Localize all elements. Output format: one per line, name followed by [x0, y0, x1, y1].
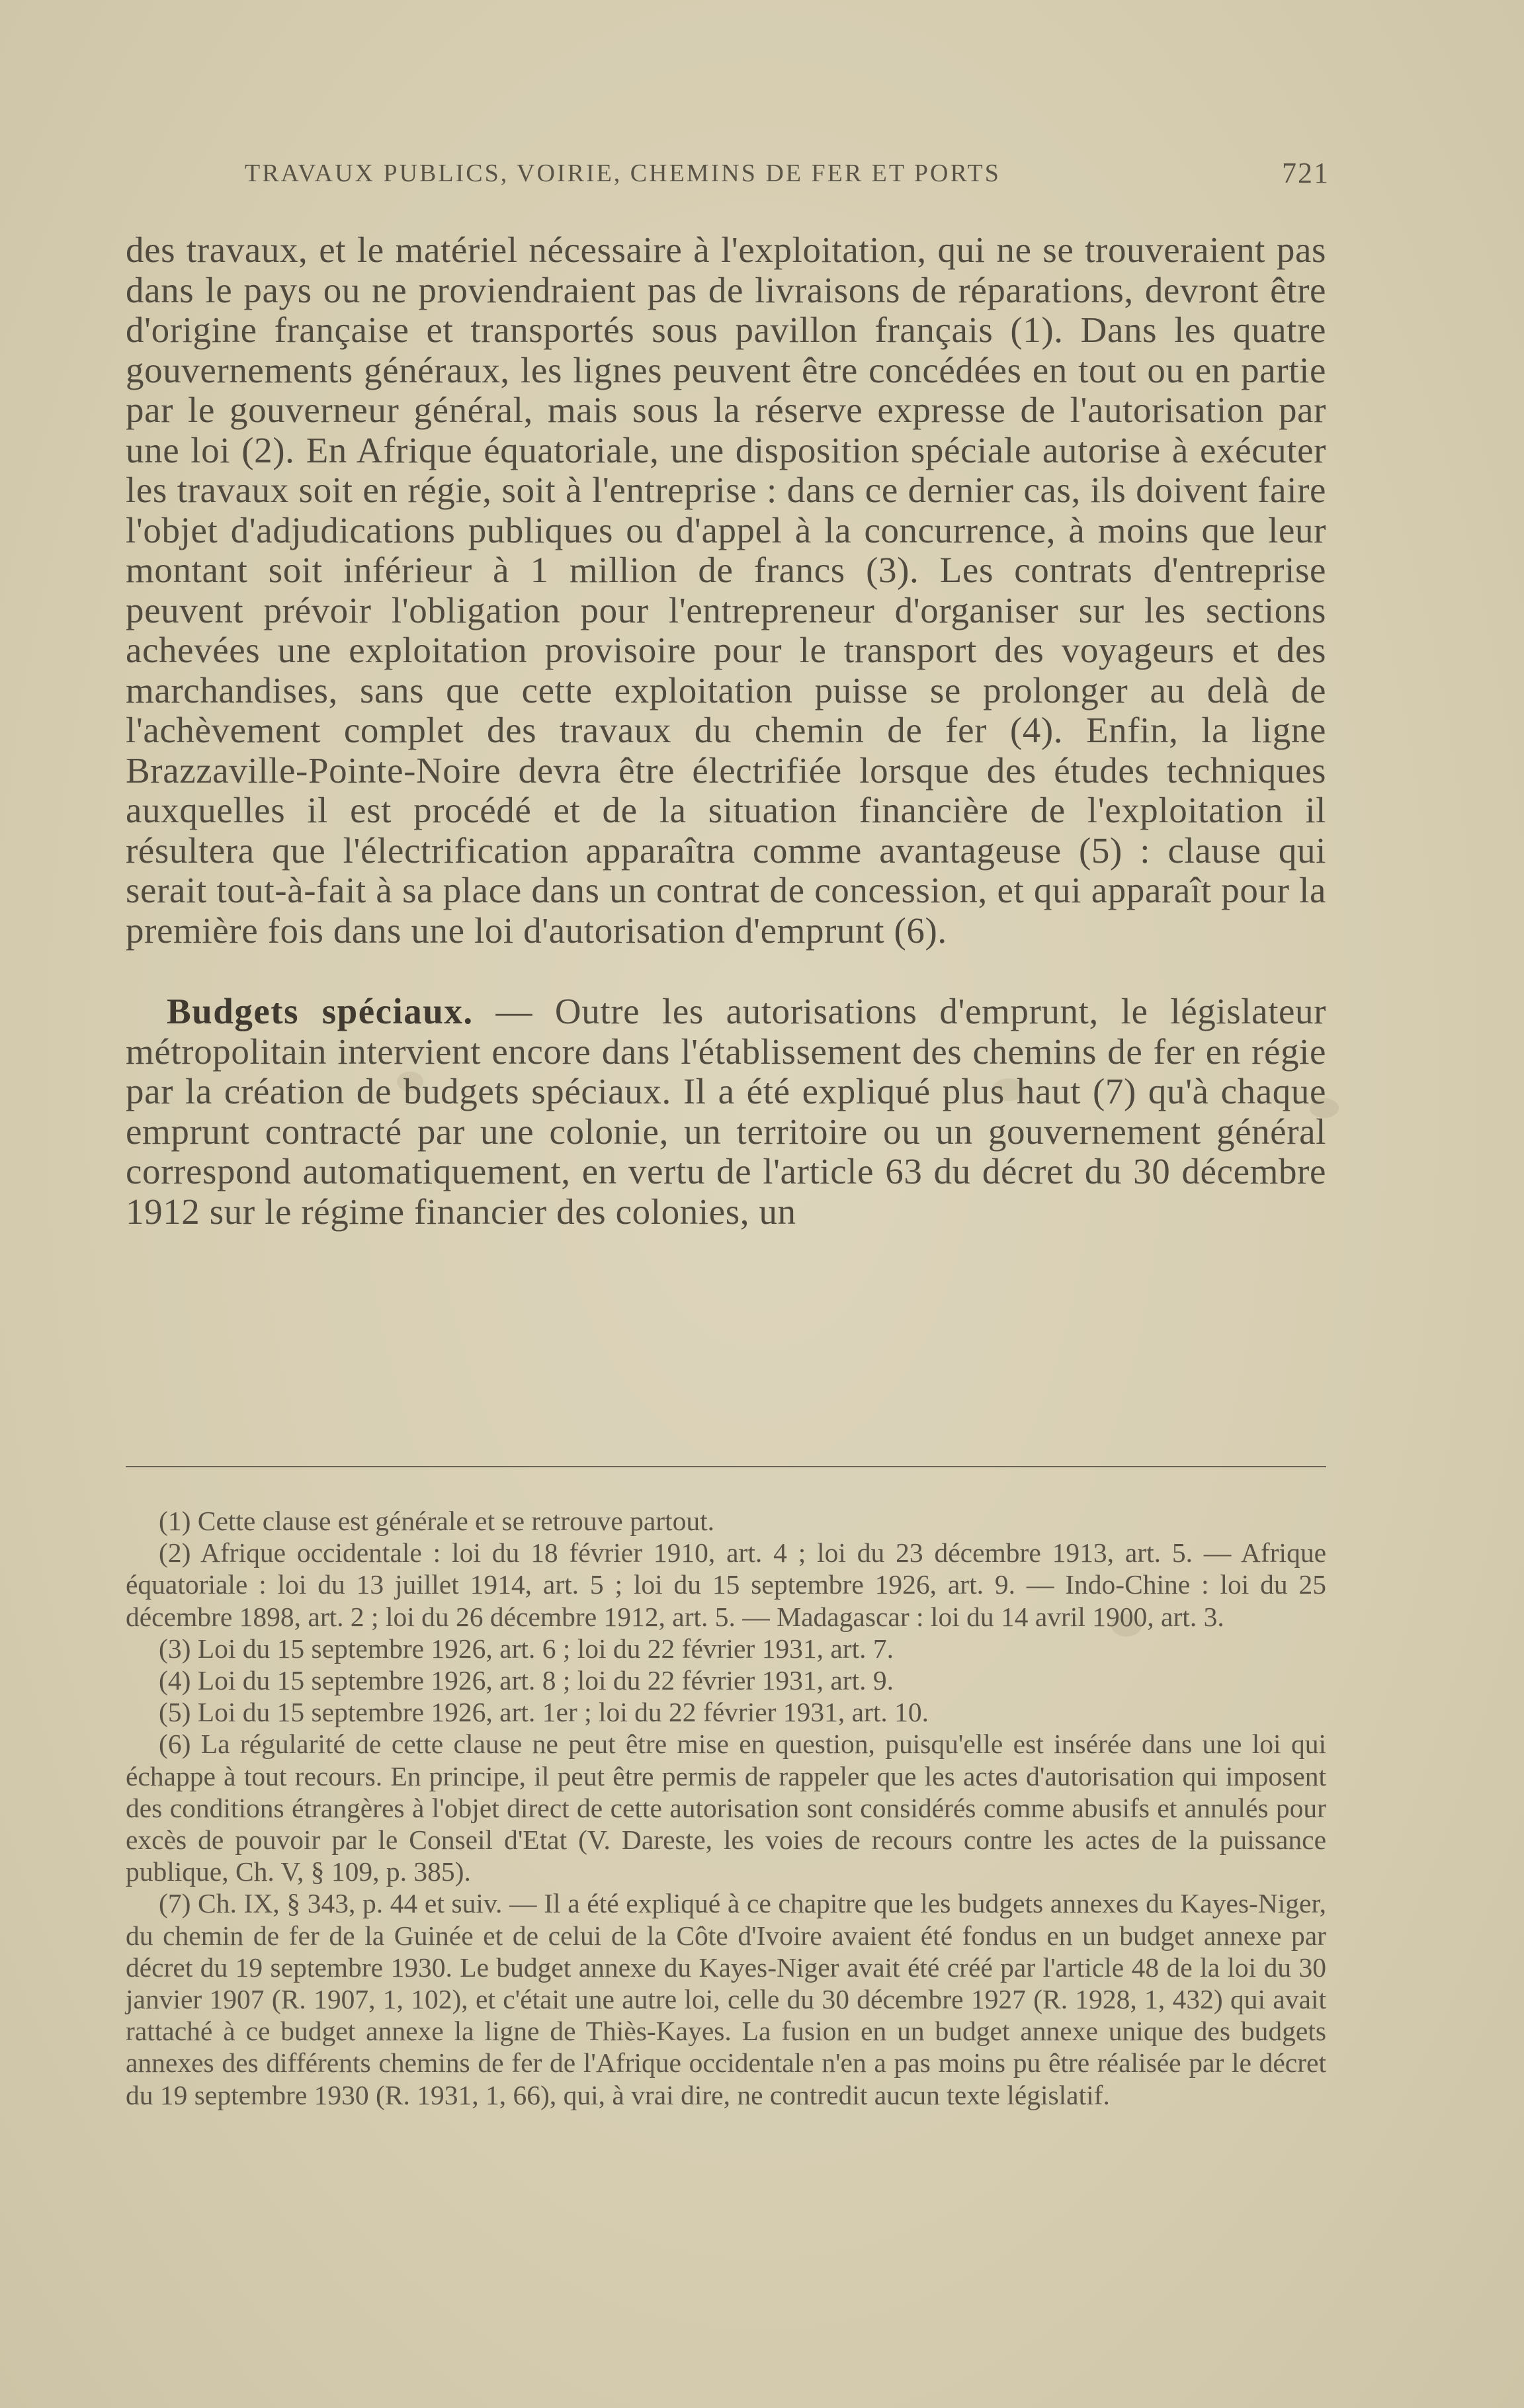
paragraph	[126, 992, 1326, 1232]
page-number: 721	[1282, 157, 1330, 189]
footnote-6: (6) La régularité de cette clause ne peut être mise en question, puisqu'elle est insérée dans une loi qui échappe à tout recours. En principe, il peut être permis de rappeler que les actes d'autorisation qui imposent des conditions étrangères à l'objet direct de cette autorisation sont considérés comme abusifs et annulés pour excès de pouvoir par le Conseil d'Etat (V. Dareste, les voies de recours contre les actes de la puissance publique, Ch. V, § 109, p. 385).	[126, 1729, 1326, 1887]
footnotes	[126, 1505, 1326, 2111]
footnote-7: (7) Ch. IX, § 343, p. 44 et suiv. — Il a été expliqué à ce chapitre que les budgets annexes du Kayes-Niger, du chemin de fer de la Guinée et de celui de la Côte d'Ivoire avaient été fondus en un budget annexe par décret du 19 septembre 1930. Le budget annexe du Kayes-Niger avait été créé par l'article 48 de la loi du 30 janvier 1907 (R. 1907, 1, 102), et c'était une autre loi, celle du 30 décembre 1927 (R. 1928, 1, 432) qui avait rattaché à ce budget annexe la ligne de Thiès-Kayes. La fusion en un budget annexe unique des budgets annexes des différents chemins de fer de l'Afrique occidentale n'en a pas moins pu être réalisée par le décret du 19 septembre 1930 (R. 1931, 1, 66), qui, à vrai dire, ne contredit aucun texte législatif.	[126, 1888, 1326, 2110]
paragraph-text: des travaux, et le matériel nécessaire à l'exploitation, qui ne se trouveraient pas dans le pays ou ne proviendraient pas de livraisons de réparations, devront être d'origine française et transportés sous pavillon français (1). Dans les quatre gouvernements généraux, les lignes peuvent être concédées en tout ou en partie par le gouverneur général, mais sous la réserve expresse de l'autorisation par une loi (2). En Afrique équatoriale, une disposition spéciale autorise à exécuter les travaux soit en régie, soit à l'entreprise : dans ce dernier cas, ils doivent faire l'objet d'adjudications publiques ou d'appel à la concurrence, à moins que leur montant soit inférieur à 1 million de francs (3). Les contrats d'entreprise peuvent prévoir l'obligation pour l'entrepreneur d'organiser sur les sections achevées une exploitation provisoire pour le transport des voyageurs et des marchandises, sans que cette exploitation puisse se prolonger au delà de l'achèvement complet des travaux du chemin de fer (4). Enfin, la ligne Brazzaville-Pointe-Noire devra être électrifiée lorsque des études techniques auxquelles il est procédé et de la situation financière de l'exploitation il résultera que l'électrification apparaîtra comme avantageuse (5) : clause qui serait tout-à-fait à sa place dans un contrat de concession, et qui apparaît pour la première fois dans une loi d'autorisation d'emprunt (6).	[126, 230, 1326, 951]
footnote-2: (2) Afrique occidentale : loi du 18 février 1910, art. 4 ; loi du 23 décembre 1913, art. 5. — Afrique équatoriale : loi du 13 juillet 1914, art. 5 ; loi du 15 septembre 1926, art. 9. — Indo-Chine : loi du 25 décembre 1898, art. 2 ; loi du 26 décembre 1912, art. 5. — Madagascar : loi du 14 avril 1900, art. 3.	[126, 1537, 1326, 1632]
section-heading: Budgets spéciaux.	[167, 991, 474, 1031]
paragraph	[126, 230, 1326, 951]
footnote-3: (3) Loi du 15 septembre 1926, art. 6 ; loi du 22 février 1931, art. 7.	[159, 1633, 894, 1664]
footnote-rule	[126, 1466, 1326, 1467]
paragraph-text: — Outre les autorisations d'emprunt, le législateur métropolitain intervient encore dans l'établissement des chemins de fer en régie par la création de budgets spéciaux. Il a été expliqué plus haut (7) qu'à chaque emprunt contracté par une colonie, un territoire ou un gouvernement général correspond automatiquement, en vertu de l'article 63 du décret du 30 décembre 1912 sur le régime financier des colonies, un	[126, 991, 1326, 1232]
footnote-5: (5) Loi du 15 septembre 1926, art. 1er ; loi du 22 février 1931, art. 10.	[159, 1697, 929, 1728]
footnote-4: (4) Loi du 15 septembre 1926, art. 8 ; loi du 22 février 1931, art. 9.	[159, 1665, 894, 1696]
main-text	[126, 230, 1326, 1232]
running-title: TRAVAUX PUBLICS, VOIRIE, CHEMINS DE FER ET PORTS	[245, 159, 1001, 187]
footnote-1: (1) Cette clause est générale et se retrouve partout.	[159, 1506, 714, 1536]
